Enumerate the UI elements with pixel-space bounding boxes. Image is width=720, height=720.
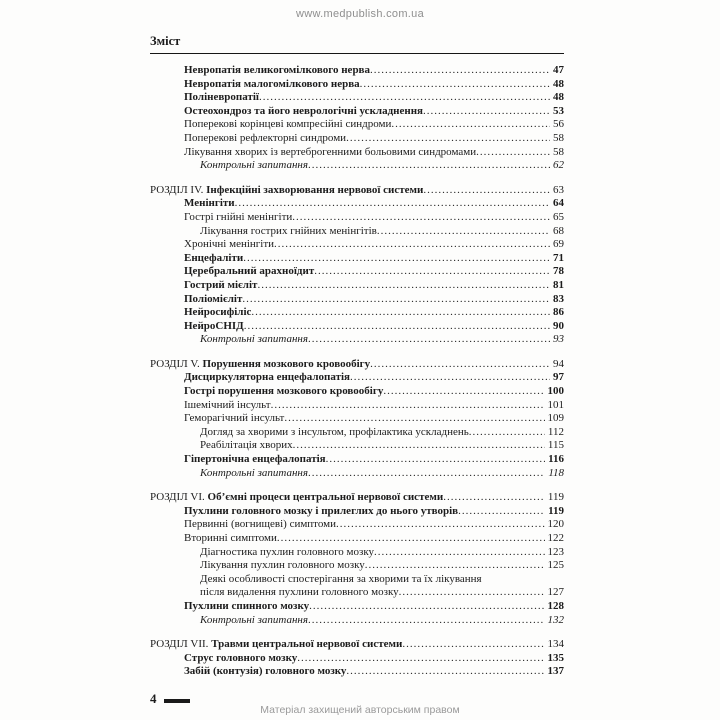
toc-entry-title: Гострий мієліт	[184, 278, 258, 291]
toc-entry	[150, 146, 564, 160]
toc-entry-title: Поперекові корінцеві компресійні синдроми	[184, 118, 392, 131]
toc-entry	[150, 546, 564, 560]
toc-entry-label	[200, 546, 374, 560]
dotted-leader	[346, 665, 544, 679]
toc-entry-page-number: 48	[553, 91, 564, 104]
toc-entry-title: Невропатія малогомілкового нерва	[184, 77, 360, 90]
toc-entry	[150, 385, 564, 399]
dotted-leader	[399, 586, 545, 600]
dotted-leader	[360, 78, 550, 92]
toc-entry-title: Менінгіти	[184, 197, 235, 210]
toc-entry-title: Енцефаліти	[184, 251, 244, 264]
toc-section-prefix: РОЗДІЛ VI.	[150, 491, 208, 504]
toc-entry-page-number: 119	[548, 504, 564, 517]
dotted-leader	[423, 105, 550, 119]
toc-entry-page-number: 65	[553, 210, 564, 223]
dotted-leader	[383, 385, 544, 399]
dotted-leader	[271, 399, 545, 413]
toc-list	[150, 64, 564, 679]
toc-entry-label	[200, 225, 377, 239]
toc-entry	[150, 559, 564, 573]
toc-entry	[150, 439, 564, 453]
toc-entry-page-number: 134	[547, 638, 564, 651]
toc-entry-title: Лікування гострих гнійних менінгітів	[200, 224, 377, 237]
toc-entry-label	[184, 64, 370, 78]
toc-entry-label	[184, 105, 423, 119]
toc-entry-title: Гострі порушення мозкового кровообігу	[184, 385, 384, 398]
toc-entry	[150, 491, 564, 505]
toc-entry	[150, 333, 564, 347]
toc-entry-page-number: 122	[547, 532, 564, 544]
toc-entry-page-number: 81	[553, 278, 564, 291]
toc-entry-label	[184, 293, 242, 307]
dotted-leader	[377, 225, 550, 239]
dotted-leader	[374, 546, 544, 560]
dotted-leader	[370, 358, 550, 372]
toc-entry-page-number: 58	[553, 145, 564, 158]
dotted-leader	[370, 64, 550, 78]
toc-section-prefix: РОЗДІЛ VII.	[150, 638, 212, 651]
toc-entry	[150, 293, 564, 307]
toc-entry-page-number: 109	[547, 412, 564, 425]
dotted-leader	[314, 265, 550, 279]
toc-entry	[150, 197, 564, 211]
toc-entry-page-number: 101	[547, 398, 564, 411]
dotted-leader	[476, 146, 550, 160]
toc-entry-label	[150, 638, 402, 652]
toc-entry	[150, 225, 564, 239]
toc-entry-title: Поліомієліт	[184, 292, 243, 305]
toc-entry-title: Лікування пухлин головного мозку	[200, 559, 365, 572]
toc-entry-label	[184, 600, 309, 614]
toc-entry	[150, 573, 564, 587]
toc-entry-title: після видалення пухлини головного мозку	[200, 586, 399, 599]
toc-entry-label	[184, 238, 274, 252]
toc-entry	[150, 412, 564, 426]
toc-entry	[150, 614, 564, 628]
toc-entry-title: Гострі гнійні менінгіти	[184, 210, 293, 223]
toc-entry-title: Хронічні менінгіти	[184, 238, 275, 251]
toc-entry-title: Лікування хворих із вертеброгенними больовими синдромами	[184, 145, 477, 158]
toc-entry-title: Пухлини спинного мозку	[184, 599, 310, 612]
toc-entry-page-number: 137	[547, 665, 564, 678]
toc-entry	[150, 238, 564, 252]
toc-entry	[150, 467, 564, 481]
dotted-leader	[458, 505, 545, 519]
toc-entry-label	[200, 159, 308, 173]
toc-entry-page-number: 69	[553, 238, 564, 251]
toc-entry-label	[200, 614, 308, 628]
toc-entry-page-number: 127	[547, 586, 564, 599]
toc-entry-label	[184, 91, 259, 105]
toc-entry-page-number: 48	[553, 77, 564, 90]
toc-entry-label	[184, 132, 346, 146]
toc-entry	[150, 159, 564, 173]
dotted-leader	[365, 559, 545, 573]
toc-title-rule	[150, 53, 564, 54]
toc-entry-label	[184, 532, 277, 546]
toc-entry-page-number: 93	[553, 333, 564, 346]
dotted-leader	[336, 518, 545, 532]
toc-entry-title: Контрольні запитання	[200, 466, 308, 479]
toc-entry-label	[200, 439, 293, 453]
page-number-bar	[164, 699, 190, 703]
toc-section-prefix: РОЗДІЛ V.	[150, 357, 203, 370]
toc-entry	[150, 586, 564, 600]
toc-entry-title: Травми центральної нервової системи	[211, 638, 403, 651]
toc-entry-page-number: 86	[553, 306, 564, 319]
dotted-leader	[308, 467, 545, 481]
toc-entry-page-number: 83	[553, 292, 564, 305]
toc-entry	[150, 184, 564, 198]
toc-entry-label	[184, 265, 314, 279]
toc-entry-label	[200, 467, 308, 481]
toc-entry-page-number: 97	[553, 371, 564, 384]
toc-section-prefix: РОЗДІЛ IV.	[150, 183, 207, 196]
toc-entry-label	[200, 333, 308, 347]
toc-entry-label	[184, 453, 326, 467]
dotted-leader	[244, 320, 550, 334]
toc-entry-title: Об’ємні процеси центральної нервової системи	[207, 491, 444, 504]
toc-entry-label	[200, 573, 482, 587]
dotted-leader	[350, 371, 550, 385]
toc-entry-page-number: 116	[548, 453, 564, 466]
toc-entry-label	[184, 320, 244, 334]
toc-entry-label	[184, 505, 458, 519]
toc-entry	[150, 91, 564, 105]
dotted-leader	[257, 279, 550, 293]
toc-entry	[150, 211, 564, 225]
toc-entry-title: Діагностика пухлин головного мозку	[200, 545, 375, 558]
toc-entry-page-number: 132	[547, 613, 564, 626]
toc-entry-title: Контрольні запитання	[200, 613, 308, 626]
toc-entry	[150, 252, 564, 266]
toc-entry-page-number: 125	[547, 559, 564, 572]
dotted-leader	[297, 652, 544, 666]
toc-entry	[150, 118, 564, 132]
toc-entry-title: Інфекційні захворювання нервової системи	[206, 183, 424, 196]
dotted-leader	[391, 118, 550, 132]
toc-entry-label	[184, 412, 284, 426]
toc-entry-title: Нейросифіліс	[184, 306, 252, 319]
toc-entry	[150, 132, 564, 146]
toc-entry-page-number: 115	[547, 439, 564, 452]
dotted-leader	[308, 614, 545, 628]
toc-entry-title: Контрольні запитання	[200, 159, 308, 172]
toc-entry-page-number: 63	[553, 183, 564, 196]
toc-entry	[150, 399, 564, 413]
toc-entry	[150, 105, 564, 119]
toc-entry-label	[184, 146, 476, 160]
dotted-leader	[293, 439, 545, 453]
toc-entry-title: Церебральний арахноїдит	[184, 265, 315, 278]
dotted-leader	[402, 638, 544, 652]
toc-entry-label	[184, 399, 271, 413]
toc-entry-title: Забій (контузія) головного мозку	[184, 665, 347, 678]
toc-entry-page-number: 100	[547, 385, 564, 398]
toc-entry-title: Ішемічний інсульт	[184, 398, 271, 411]
dotted-leader	[284, 412, 544, 426]
toc-entry-title: Невропатія великогомілкового нерва	[184, 64, 371, 76]
toc-entry-label	[150, 491, 443, 505]
toc-entry-page-number: 120	[547, 518, 564, 531]
toc-entry-title: Вторинні симптоми	[184, 532, 277, 544]
toc-entry	[150, 532, 564, 546]
dotted-leader	[235, 197, 550, 211]
page-number: 4	[150, 691, 157, 706]
dotted-leader	[326, 453, 545, 467]
toc-entry	[150, 600, 564, 614]
toc-entry	[150, 265, 564, 279]
toc-entry	[150, 505, 564, 519]
dotted-leader	[443, 491, 545, 505]
toc-entry	[150, 371, 564, 385]
toc-entry	[150, 78, 564, 92]
toc-entry-title: Порушення мозкового кровообігу	[202, 357, 371, 370]
dotted-leader	[277, 532, 545, 546]
toc-entry	[150, 320, 564, 334]
toc-entry-page-number: 68	[553, 224, 564, 237]
toc-entry-page-number: 128	[547, 599, 564, 612]
toc-entry-label	[184, 211, 292, 225]
toc-entry-title: Струс головного мозку	[184, 651, 298, 664]
toc-entry-title: Дисциркуляторна енцефалопатія	[184, 371, 350, 384]
toc-entry	[150, 518, 564, 532]
dotted-leader	[309, 600, 544, 614]
toc-entry-label	[150, 184, 423, 198]
toc-entry-page-number: 56	[553, 118, 564, 131]
publisher-url: www.medpublish.com.ua	[296, 8, 424, 20]
toc-entry	[150, 426, 564, 440]
toc-entry-page-number: 135	[547, 651, 564, 664]
toc-entry-label	[184, 371, 350, 385]
dotted-leader	[274, 238, 550, 252]
toc-entry-title: Геморагічний інсульт	[184, 412, 285, 425]
toc-entry	[150, 652, 564, 666]
toc-entry-page-number: 58	[553, 131, 564, 144]
dotted-leader	[423, 184, 550, 198]
toc-entry-label	[200, 586, 399, 600]
toc-entry-label	[184, 279, 257, 293]
toc-entry-page-number: 118	[548, 466, 564, 479]
toc-entry-label	[184, 78, 360, 92]
toc-entry-title: Поперекові рефлекторні синдроми	[184, 131, 347, 144]
dotted-leader	[242, 293, 550, 307]
dotted-leader	[346, 132, 550, 146]
toc-entry-label	[184, 652, 297, 666]
toc-entry-page-number: 119	[547, 491, 564, 504]
toc-entry-label	[200, 559, 365, 573]
toc-entry-page-number: 64	[553, 197, 564, 210]
toc-entry-page-number: 112	[547, 425, 564, 438]
dotted-leader	[469, 426, 545, 440]
toc-entry-label	[184, 118, 391, 132]
dotted-leader	[308, 333, 550, 347]
toc-entry-page-number: 53	[553, 104, 564, 117]
toc-entry-page-number: 94	[553, 357, 564, 370]
dotted-leader	[292, 211, 550, 225]
toc-entry-label	[184, 197, 235, 211]
toc-entry-page-number: 90	[553, 319, 564, 332]
copyright-notice: Матеріал захищений авторським правом	[260, 704, 460, 716]
dotted-leader	[251, 306, 550, 320]
toc-entry	[150, 638, 564, 652]
toc-entry	[150, 453, 564, 467]
toc-entry-label	[184, 306, 251, 320]
toc-entry-title: Поліневропатії	[184, 91, 259, 104]
toc-entry-title: НейроСНІД	[184, 319, 244, 332]
toc-entry-label	[200, 426, 469, 440]
toc-entry-title: Догляд за хворими з інсультом, профілактика ускладнень	[200, 425, 469, 438]
toc-title: Зміст	[150, 34, 181, 48]
toc-entry	[150, 306, 564, 320]
toc-content	[150, 34, 564, 679]
toc-entry-title: Гіпертонічна енцефалопатія	[184, 453, 326, 466]
dotted-leader	[243, 252, 550, 266]
toc-entry-page-number: 62	[553, 159, 564, 172]
toc-entry-page-number: 123	[547, 545, 564, 558]
toc-entry	[150, 64, 564, 78]
toc-entry-title: Остеохондроз та його неврологічні ускладнення	[184, 104, 423, 117]
toc-entry-title: Первинні (вогнищеві) симптоми	[184, 518, 336, 531]
dotted-leader	[259, 91, 550, 105]
toc-entry-label	[150, 358, 370, 372]
toc-entry	[150, 358, 564, 372]
toc-entry-label	[184, 518, 336, 532]
toc-entry-label	[184, 252, 243, 266]
toc-entry-label	[184, 385, 383, 399]
toc-entry	[150, 279, 564, 293]
toc-entry	[150, 665, 564, 679]
dotted-leader	[308, 159, 550, 173]
toc-entry-page-number: 78	[553, 265, 564, 278]
toc-entry-title: Деякі особливості спостерігання за хворими та їх лікування	[200, 572, 482, 585]
toc-entry-label	[184, 665, 346, 679]
toc-entry-title: Пухлини головного мозку і прилеглих до нього утворів	[184, 504, 459, 517]
toc-entry-title: Реабілітація хворих	[200, 439, 293, 452]
toc-entry-page-number: 47	[553, 64, 564, 76]
toc-entry-title: Контрольні запитання	[200, 333, 308, 346]
toc-entry-page-number: 71	[553, 251, 564, 264]
